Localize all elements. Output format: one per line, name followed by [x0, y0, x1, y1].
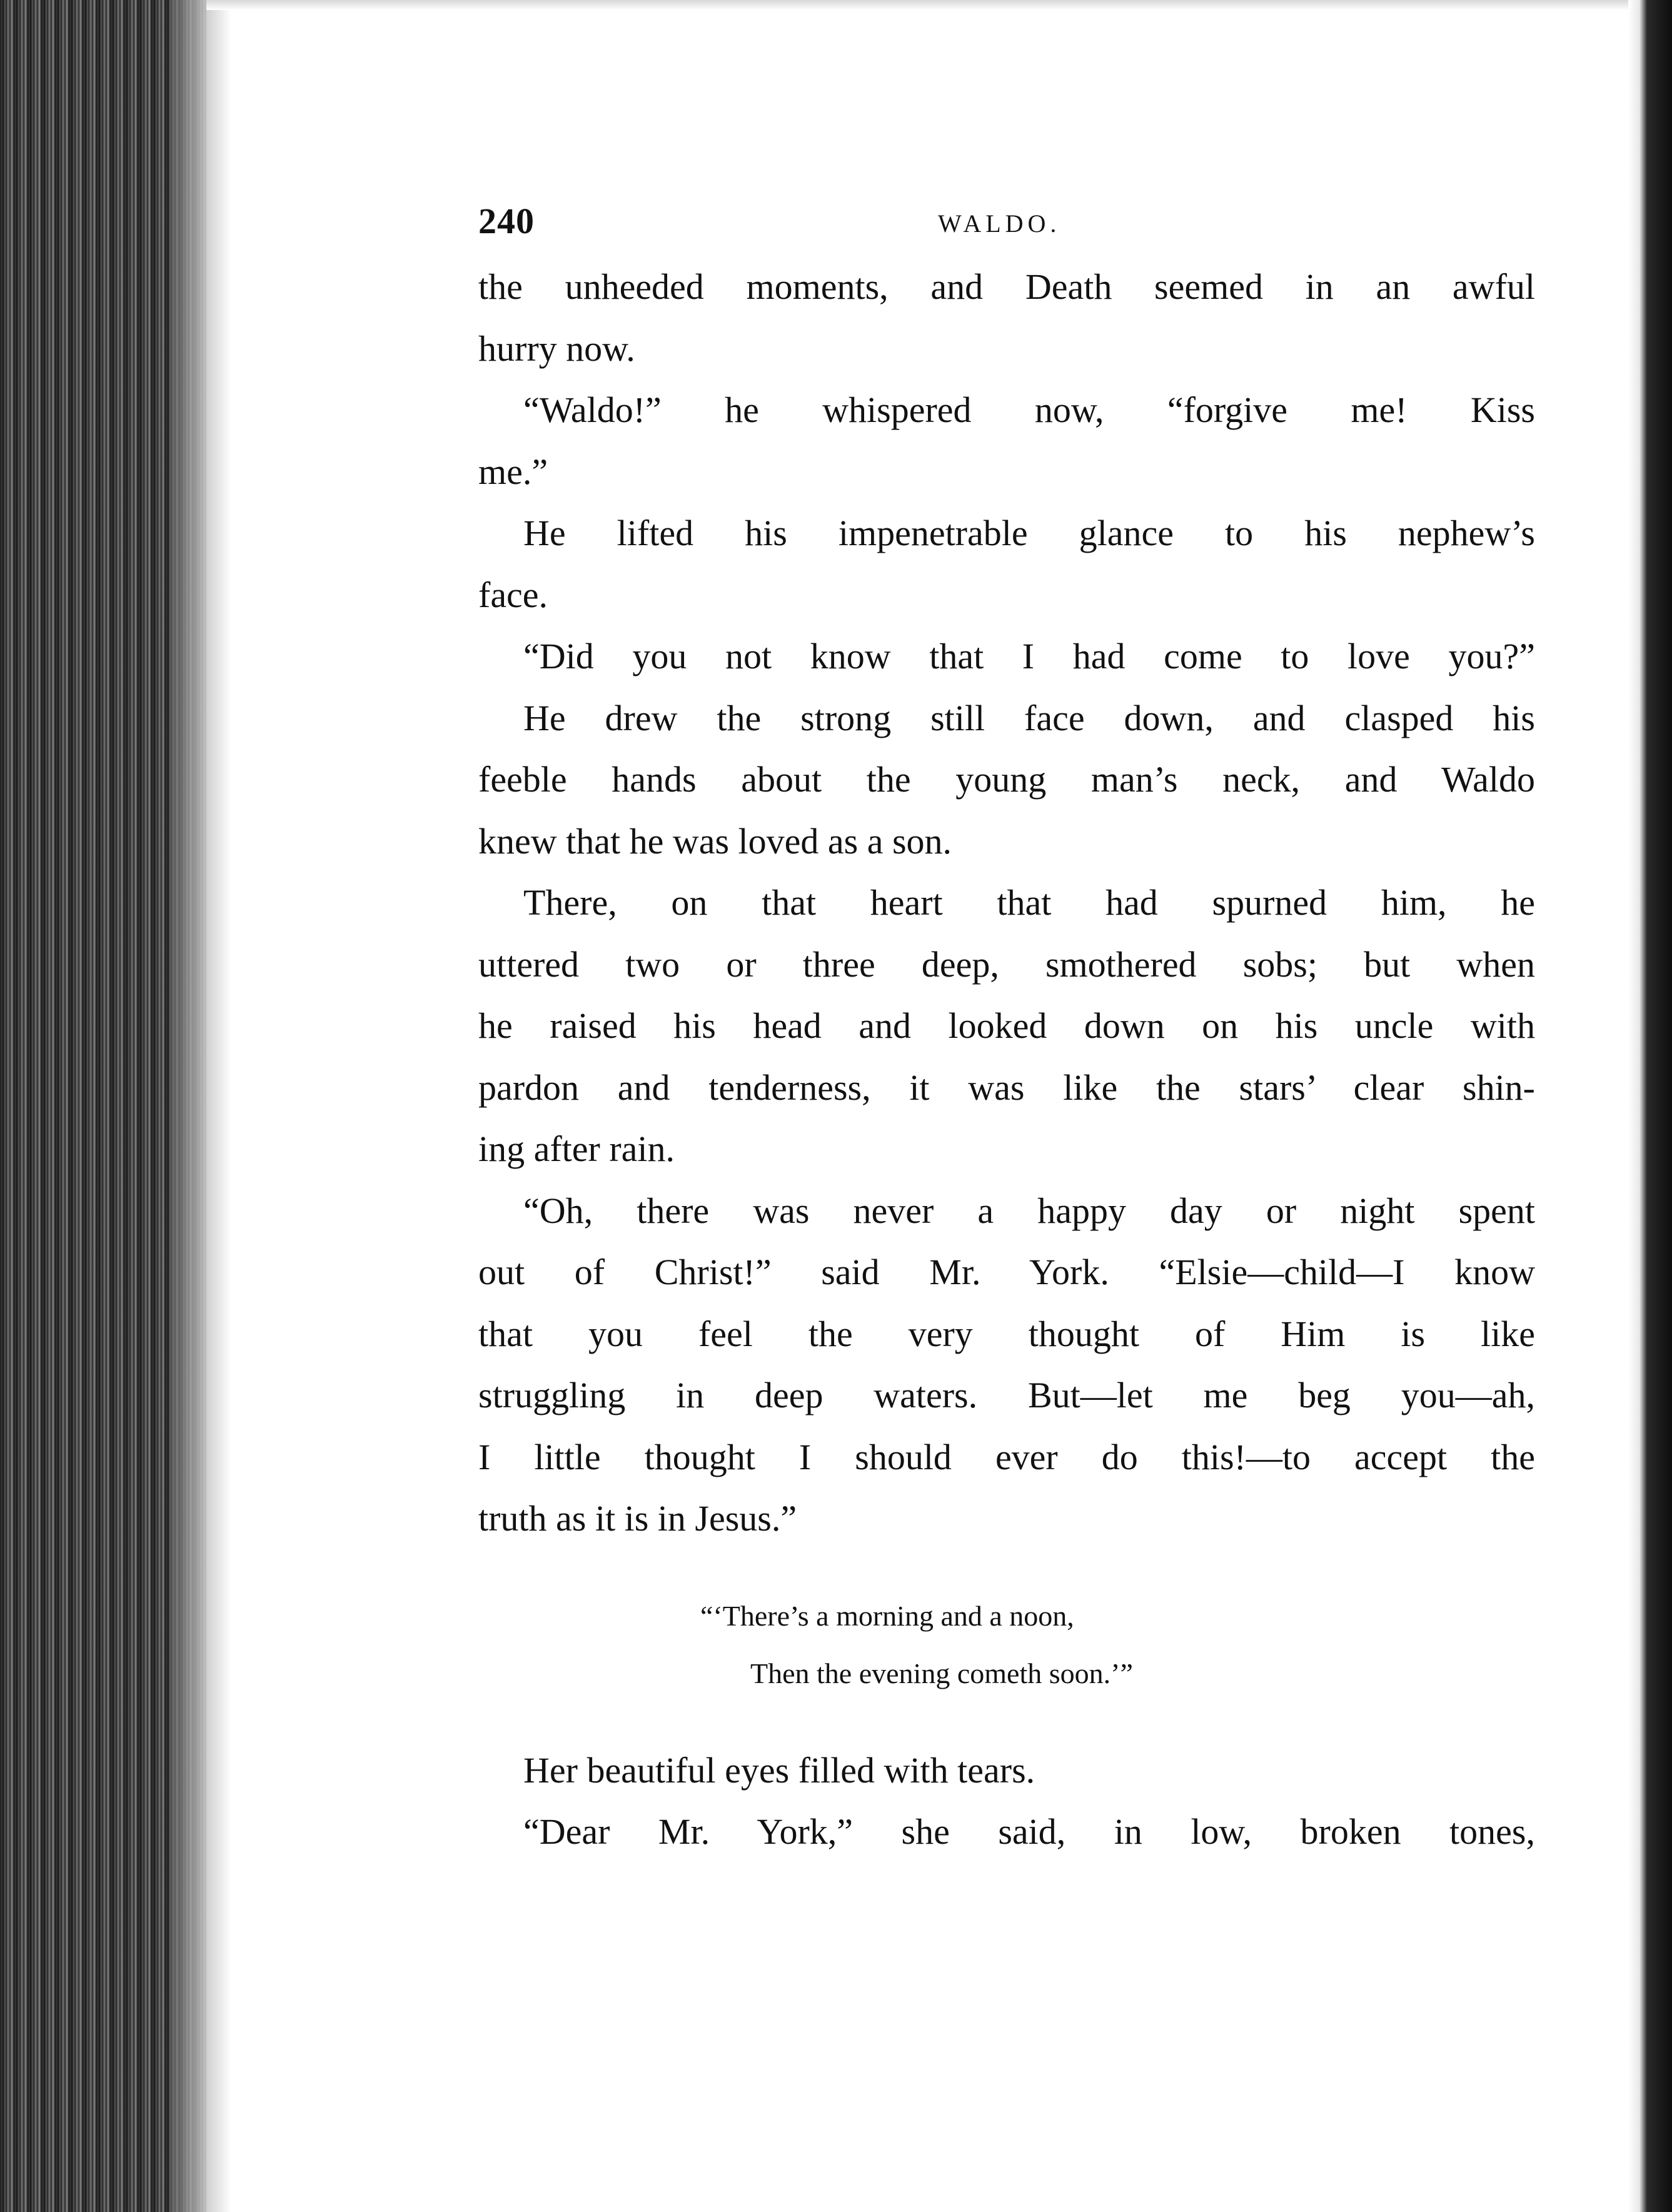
text-line: truth as it is in Jesus.”: [478, 1498, 797, 1539]
text-line: he raised his head and looked down on his uncle with: [478, 1005, 1535, 1046]
text-line: He lifted his impenetrable glance to his nephew’s: [523, 513, 1535, 553]
text-line: hurry now.: [478, 328, 635, 369]
text-line: “Oh, there was never a happy day or night spent: [523, 1190, 1535, 1231]
text-line: He drew the strong still face down, and clasped his: [523, 697, 1535, 738]
text-line: struggling in deep waters. But—let me beg you—ah,: [478, 1375, 1535, 1415]
text-line: I little thought I should ever do this!—to accept the: [478, 1436, 1535, 1477]
page-text-block: [478, 200, 1535, 1863]
text-line: Her beautiful eyes filled with tears.: [523, 1749, 1035, 1791]
text-line: out of Christ!” said Mr. York. “Elsie—child—I know: [478, 1252, 1535, 1292]
body-text-before-verse: [478, 256, 1535, 1550]
text-line: “Waldo!” he whispered now, “forgive me! Kiss: [523, 390, 1535, 430]
page-header: [478, 200, 1535, 256]
text-line: face.: [478, 574, 548, 615]
text-line: feeble hands about the young man’s neck, and Waldo: [478, 759, 1535, 800]
text-line: pardon and tenderness, it was like the stars’ clear shin-: [478, 1067, 1535, 1108]
right-page-edge: [1628, 0, 1672, 2212]
top-edge-shade: [206, 0, 1628, 10]
text-line: knew that he was loved as a son.: [478, 820, 952, 862]
text-line: that you feel the very thought of Him is like: [478, 1313, 1535, 1354]
page-number: 240: [478, 201, 535, 241]
text-line: me.”: [478, 451, 548, 492]
verse-line: “‘There’s a morning and a noon,: [700, 1599, 1074, 1632]
text-line: uttered two or three deep, smothered sobs; but when: [478, 943, 1535, 985]
text-line: There, on that heart that had spurned him, he: [523, 882, 1535, 923]
verse-quote: [478, 1587, 1535, 1702]
book-page-edges: [0, 0, 206, 2212]
text-line: ing after rain.: [478, 1129, 675, 1169]
text-line: the unheeded moments, and Death seemed in an awful: [478, 266, 1535, 307]
verse-line: Then the evening cometh soon.’”: [750, 1657, 1133, 1689]
body-text-after-verse: [478, 1740, 1535, 1863]
text-line: “Did you not know that I had come to love you?”: [523, 636, 1535, 676]
gutter-shadow: [206, 0, 231, 2212]
text-line: “Dear Mr. York,” she said, in low, broken tones,: [523, 1811, 1535, 1852]
running-head: WALDO.: [938, 209, 1061, 238]
